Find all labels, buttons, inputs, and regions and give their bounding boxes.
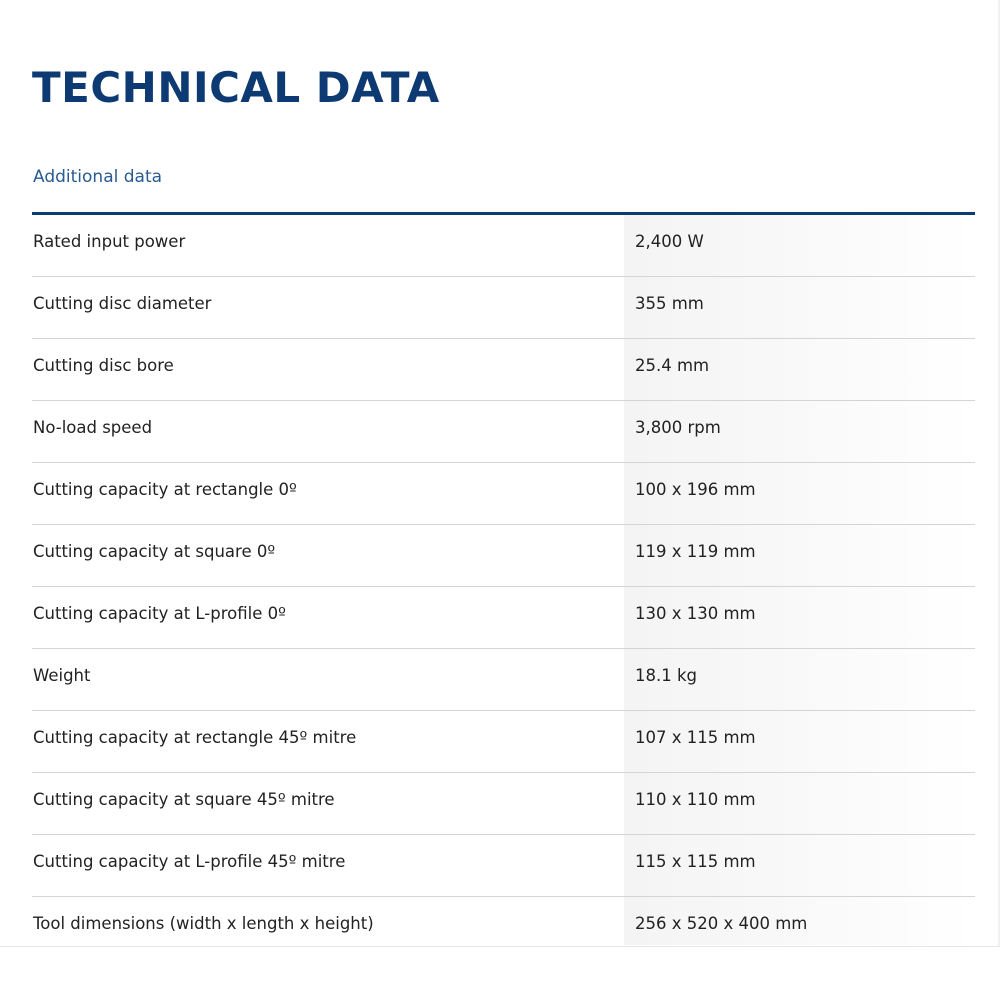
table-row [32, 401, 975, 463]
spec-label: Cutting capacity at square 0º [33, 542, 276, 561]
spec-table [32, 212, 975, 945]
spec-value: 25.4 mm [624, 339, 975, 400]
spec-value: 100 x 196 mm [624, 463, 975, 524]
spec-label: No-load speed [33, 418, 153, 437]
spec-value: 256 x 520 x 400 mm [624, 897, 975, 945]
spec-label: Cutting disc bore [33, 356, 174, 375]
spec-label: Weight [33, 666, 91, 685]
spec-value: 3,800 rpm [624, 401, 975, 462]
table-row [32, 215, 975, 277]
spec-value: 2,400 W [624, 215, 975, 276]
bottom-divider [0, 946, 1000, 947]
spec-label: Cutting capacity at rectangle 45º mitre [33, 728, 357, 747]
spec-value: 119 x 119 mm [624, 525, 975, 586]
spec-label: Cutting capacity at square 45º mitre [33, 790, 335, 809]
table-row [32, 339, 975, 401]
table-row [32, 897, 975, 945]
table-row [32, 773, 975, 835]
table-row [32, 711, 975, 773]
spec-label: Rated input power [33, 232, 186, 251]
page-title: TECHNICAL DATA [32, 63, 440, 112]
table-row [32, 277, 975, 339]
spec-value: 110 x 110 mm [624, 773, 975, 834]
spec-value: 355 mm [624, 277, 975, 338]
spec-label: Tool dimensions (width x length x height) [33, 914, 374, 933]
spec-value: 18.1 kg [624, 649, 975, 710]
spec-value: 130 x 130 mm [624, 587, 975, 648]
spec-label: Cutting capacity at L-profile 0º [33, 604, 286, 623]
spec-value: 115 x 115 mm [624, 835, 975, 896]
spec-label: Cutting disc diameter [33, 294, 212, 313]
table-row [32, 649, 975, 711]
table-row [32, 463, 975, 525]
spec-value: 107 x 115 mm [624, 711, 975, 772]
spec-label: Cutting capacity at rectangle 0º [33, 480, 297, 499]
table-row [32, 525, 975, 587]
table-row [32, 835, 975, 897]
table-row [32, 587, 975, 649]
spec-label: Cutting capacity at L-profile 45º mitre [33, 852, 346, 871]
tab-additional-data[interactable]: Additional data [33, 167, 163, 187]
